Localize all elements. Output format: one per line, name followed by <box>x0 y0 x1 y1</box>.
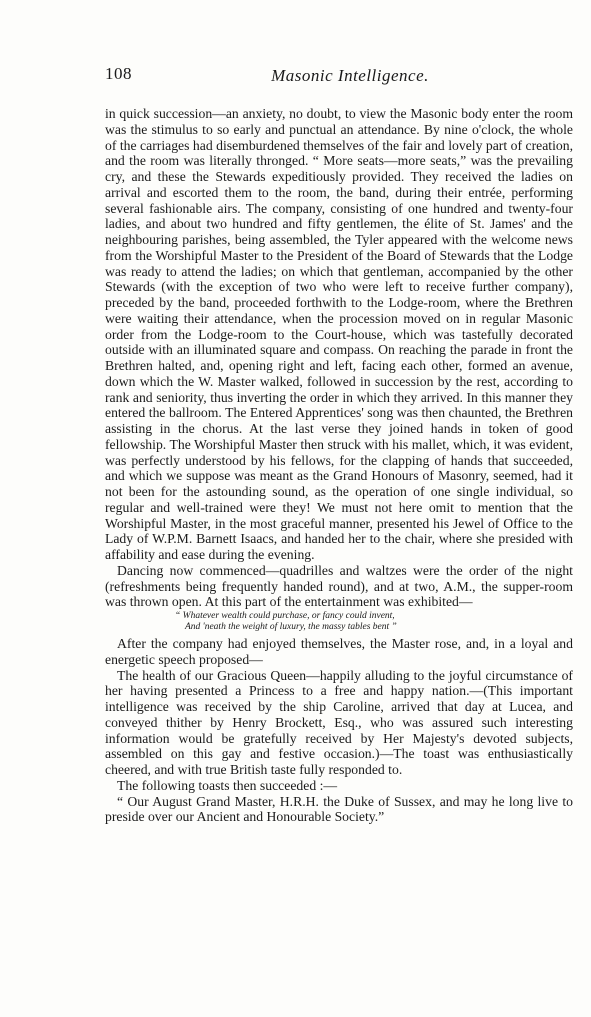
page-number: 108 <box>105 64 132 83</box>
paragraph-dancing: Dancing now commenced—quadrilles and waltzes were the order of the night (refreshments being frequently handed round), and at two, A.M., the supper-room was thrown open. At this part of the entertainment was exhibited— <box>105 562 573 610</box>
paragraph-queen-toast: The health of our Gracious Queen—happily alluding to the joyful circumstance of her having presented a Princess to a free and happy nation.—(This important intelligence was received by the ship Caroline, arrived that day at Lucea, and conveyed thither by Henry Brockett, Esq., who was assured such interesting information would be gratefully received by Her Majesty's devoted subjects, assembled on this gay and festive occasion.)—The toast was enthusiastically cheered, and with true British taste fully responded to. <box>105 667 573 777</box>
paragraph-following-toasts: The following toasts then succeeded :— <box>117 777 338 793</box>
verse-quotation <box>105 611 573 633</box>
verse-line-1: “ Whatever wealth could purchase, or fancy could invent, <box>175 611 395 621</box>
verse-line-2: And 'neath the weight of luxury, the massy tables bent ” <box>185 622 397 632</box>
paragraph-master-speech: After the company had enjoyed themselves, the Master rose, and, in a loyal and energetic speech proposed— <box>105 636 573 667</box>
page-header <box>105 64 575 90</box>
article-body <box>105 106 573 825</box>
paragraph-procession: in quick succession—an anxiety, no doubt, to view the Masonic body enter the room was the stimulus to so early and punctual an attendance. By nine o'clock, the whole of the carriages had disemburdened themselves of the fair and lovely part of creation, and the room was literally thronged. “ More seats—more seats,” was the prevailing cry, and these the Stewards expeditiously provided. They received the ladies on arrival and escorted them to the room, the band, during their entrée, performing several fashionable airs. The company, consisting of one hundred and twenty-four ladies, and about two hundred and fifty gentlemen, the élite of St. James' and the neighbouring parishes, being assembled, the Tyler appeared with the welcome news from the Worshipful Master to the President of the Board of Stewards that the Lodge was ready to attend the ladies; on which that gentleman, accompanied by the other Stewards (with the exception of two who were left to receive further company), preceded by the band, proceeded forthwith to the Lodge-room, where the Brethren were waiting their attendance, when the procession moved on in regular Masonic order from the Lodge-room to the Court-house, which was tastefully decorated outside with an illuminated square and compass. On reaching the parade in front the Brethren halted, and, opening right and left, facing each other, formed an avenue, down which the W. Master walked, followed in succession by the rest, according to rank and seniority, thus inverting the order in which they arrived. In this manner they entered the ballroom. The Entered Apprentices' song was then chaunted, the Brethren assisting in the chorus. At the last verse they joined hands in token of good fellowship. The Worshipful Master then struck with his mallet, which, it was evident, was perfectly understood by his fellows, for the clapping of hands that succeeded, and which we suppose was meant as the Grand Honours of Masonry, seemed, had it not been for the astounding sound, as the operation of one single individual, so regular and well-trained were they! We must not here omit to mention that the Worshipful Master, in the most graceful manner, presented his Jewel of Office to the Lady of W.P.M. Barnett Isaacs, and handed her to the chair, where she presided with affability and ease during the evening. <box>105 106 573 562</box>
running-title: Masonic Intelligence. <box>271 66 429 85</box>
paragraph-grand-master-toast: “ Our August Grand Master, H.R.H. the Duke of Sussex, and may he long live to preside over our Ancient and Honourable Society.” <box>105 793 573 825</box>
